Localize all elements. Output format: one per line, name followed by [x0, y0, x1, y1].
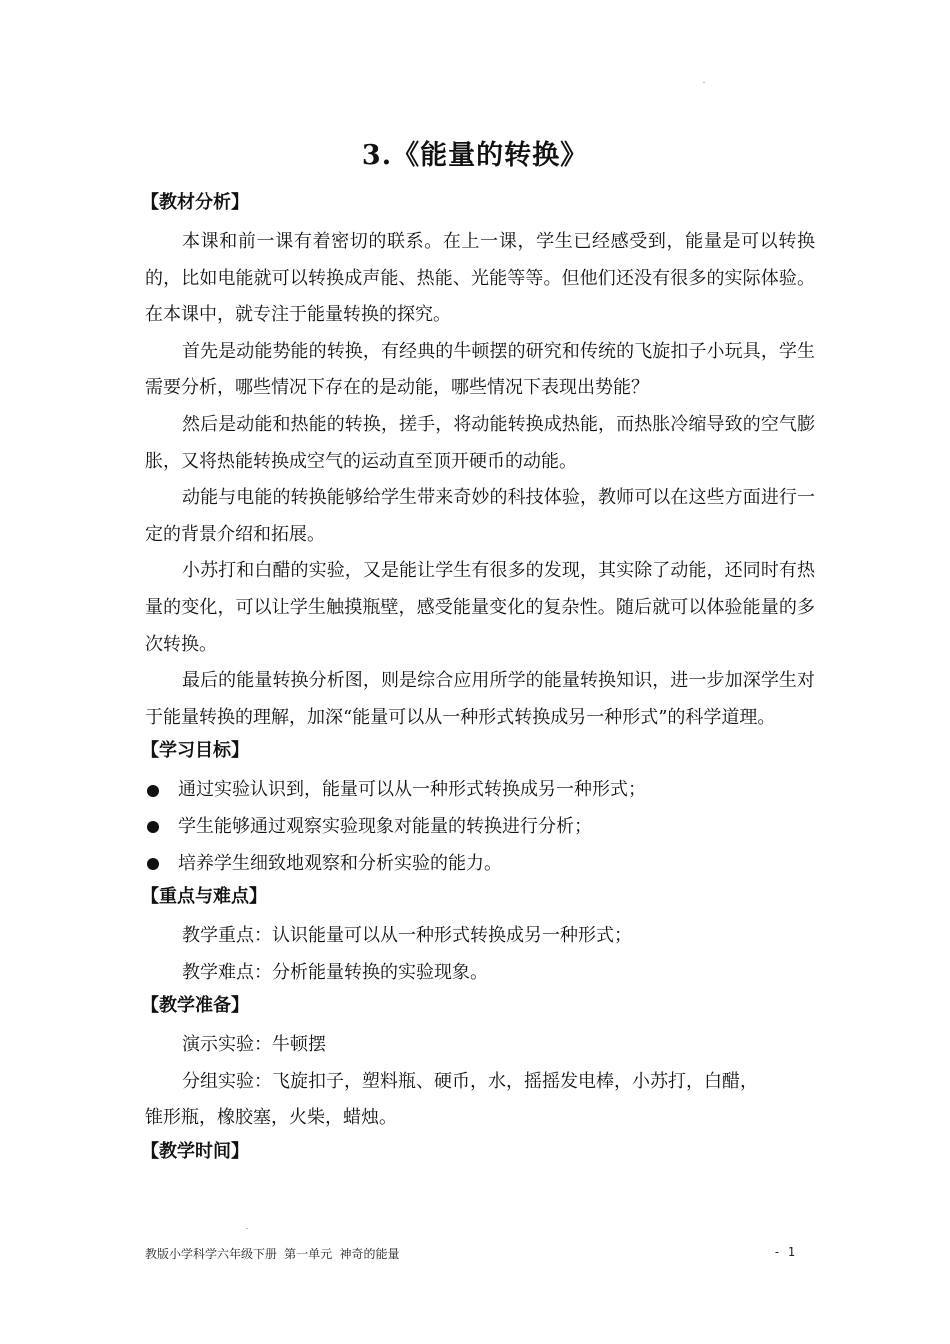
list-item-text: 学生能够通过观察实验现象对能量的转换进行分析； — [178, 815, 592, 837]
section-heading-analysis: 【教材分析】 — [141, 192, 249, 213]
section-heading-key-points: 【重点与难点】 — [141, 886, 267, 908]
section-heading-preparation: 【教学准备】 — [141, 995, 249, 1017]
paragraph: 首先是动能势能的转换，有经典的牛顿摆的研究和传统的飞旋扣子小玩具，学生需要分析，哪些情况下存在的是动能，哪些情况下表现出势能？ — [145, 340, 815, 399]
scan-speck — [246, 1228, 248, 1229]
section-heading-time: 【教学时间】 — [141, 1141, 249, 1163]
paragraph: 小苏打和白醋的实验，又是能让学生有很多的发现，其实除了动能，还同时有热量的变化，可以让学生触摸瓶壁，感受能量变化的复杂性。随后就可以体验能量的多次转换。 — [145, 560, 815, 655]
difficulty-line: 教学难点：分析能量转换的实验现象。 — [182, 961, 488, 983]
list-item-text: 通过实验认识到，能量可以从一种形式转换成另一种形式； — [178, 779, 646, 801]
paragraph: 本课和前一课有着密切的联系。在上一课，学生已经感受到，能量是可以转换的，比如电能就可以转换成声能、热能、光能等等。但他们还没有很多的实际体验。在本课中，就专注于能量转换的探究。 — [145, 231, 815, 326]
list-item — [145, 809, 815, 846]
paragraph: 动能与电能的转换能够给学生带来奇妙的科技体验，教师可以在这些方面进行一定的背景介绍和拓展。 — [145, 487, 815, 545]
list-item-text: 培养学生细致地观察和分析实验的能力。 — [178, 852, 502, 874]
demo-experiment-line: 演示实验：牛顿摆 — [182, 1034, 326, 1056]
bullet-icon — [147, 858, 159, 870]
page-number: - 1 — [773, 1245, 795, 1259]
bullet-icon — [147, 785, 159, 797]
footer-book-title: 教版小学科学六年级下册 第一单元 神奇的能量 — [145, 1247, 400, 1261]
key-point-line: 教学重点：认识能量可以从一种形式转换成另一种形式； — [182, 925, 632, 947]
scan-speck — [703, 82, 705, 83]
group-experiment-line: 分组实验：飞旋扣子，塑料瓶、硬币，水，摇摇发电棒，小苏打，白醋， — [182, 1070, 758, 1092]
page-title: 3.《能量的转换》 — [361, 140, 589, 171]
paragraph: 最后的能量转换分析图，则是综合应用所学的能量转换知识，进一步加深学生对于能量转换的理解，加深“能量可以从一种形式转换成另一种形式”的科学道理。 — [145, 670, 815, 728]
document-body — [141, 190, 815, 1173]
bullet-icon — [147, 821, 159, 833]
list-item — [145, 772, 815, 809]
list-item — [145, 846, 815, 883]
paragraph: 然后是动能和热能的转换，搓手，将动能转换成热能，而热胀冷缩导致的空气膨胀，又将热能转换成空气的运动直至顶开硬币的动能。 — [145, 413, 815, 472]
group-experiment-line-cont: 锥形瓶，橡胶塞，火柴，蜡烛。 — [145, 1107, 397, 1129]
section-heading-goals: 【学习目标】 — [141, 740, 249, 762]
